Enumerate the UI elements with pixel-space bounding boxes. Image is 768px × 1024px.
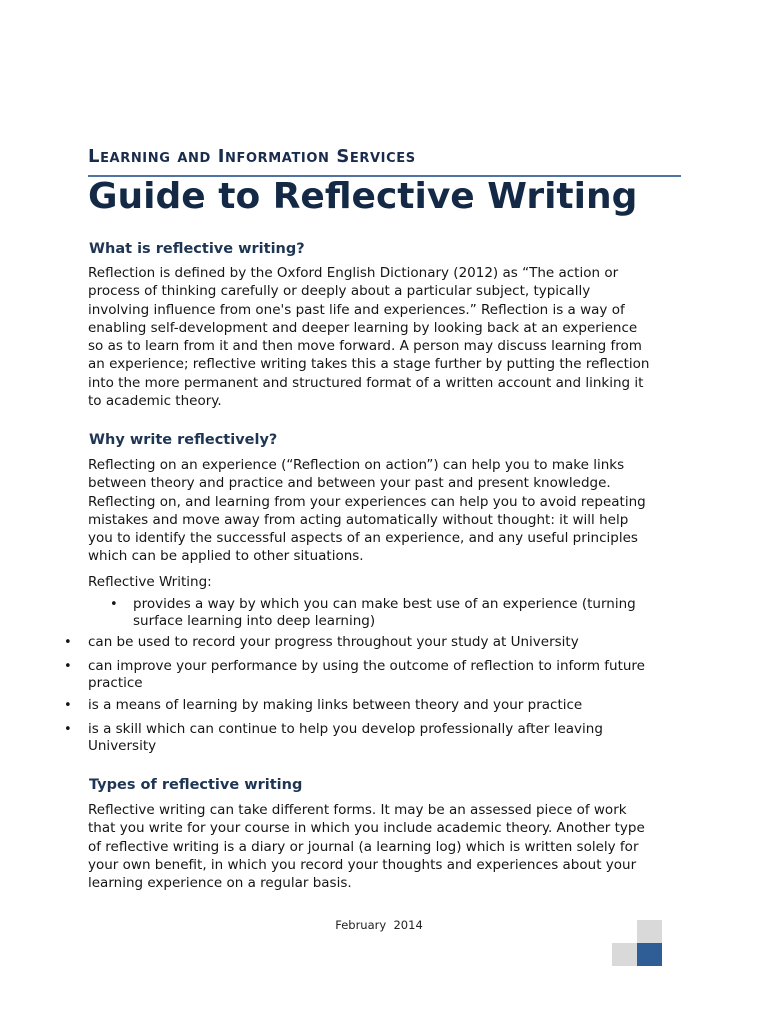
bullet-icon: • <box>64 698 72 713</box>
section-heading-why: Why write reflectively? <box>89 432 278 448</box>
logo-square-grey <box>612 943 637 966</box>
logo-square-blue <box>637 943 662 966</box>
logo-square-grey <box>637 920 662 943</box>
bullet-icon: • <box>64 722 72 737</box>
department-header: Learning and Information Services <box>88 146 416 167</box>
list-item: is a means of learning by making links between theory and your practice <box>88 697 583 713</box>
section-body-why: Reflecting on an experience (“Reflection on action”) can help you to make links between theory and practice and between your past and present knowledge. Reflecting on, and learning from your experiences can help you to avoid repeating mistakes and move away from acting automatically without thought: it will help you to identify the successful aspects of an experience, and any useful principles which can be applied to other situations. <box>88 457 646 565</box>
list-item: can be used to record your progress throughout your study at University <box>88 634 579 650</box>
footer-date: February 2014 <box>335 918 423 932</box>
list-item: provides a way by which you can make best use of an experience (turning surface learning into deep learning) <box>133 596 636 629</box>
section-body-what: Reflection is defined by the Oxford English Dictionary (2012) as “The action or process of thinking carefully or deeply about a particular subject, typically involving influence from one's past life and experiences.” Reflection is a way of enabling self-development and deeper learning by looking back at an experience so as to learn from it and then move forward. A person may discuss learning from an experience; reflective writing takes this a stage further by putting the reflection into the more permanent and structured format of a written account and linking it to academic theory. <box>88 265 650 410</box>
bullet-icon: • <box>64 635 72 650</box>
list-intro: Reflective Writing: <box>88 574 212 590</box>
bullet-icon: • <box>64 659 72 674</box>
section-body-types: Reflective writing can take different forms. It may be an assessed piece of work that you write for your course in which you include academic theory. Another type of reflective writing is a diary or journal (a learning log) which is written solely for your own benefit, in which you record your thoughts and experiences about your learning experience on a regular basis. <box>88 802 645 892</box>
list-item: can improve your performance by using the outcome of reflection to inform future practice <box>88 658 645 691</box>
bullet-icon: • <box>110 597 118 612</box>
document-title: Guide to Reflective Writing <box>88 176 638 217</box>
section-heading-what: What is reflective writing? <box>89 241 305 257</box>
list-item: is a skill which can continue to help you develop professionally after leaving University <box>88 721 603 754</box>
section-heading-types: Types of reflective writing <box>89 777 303 793</box>
